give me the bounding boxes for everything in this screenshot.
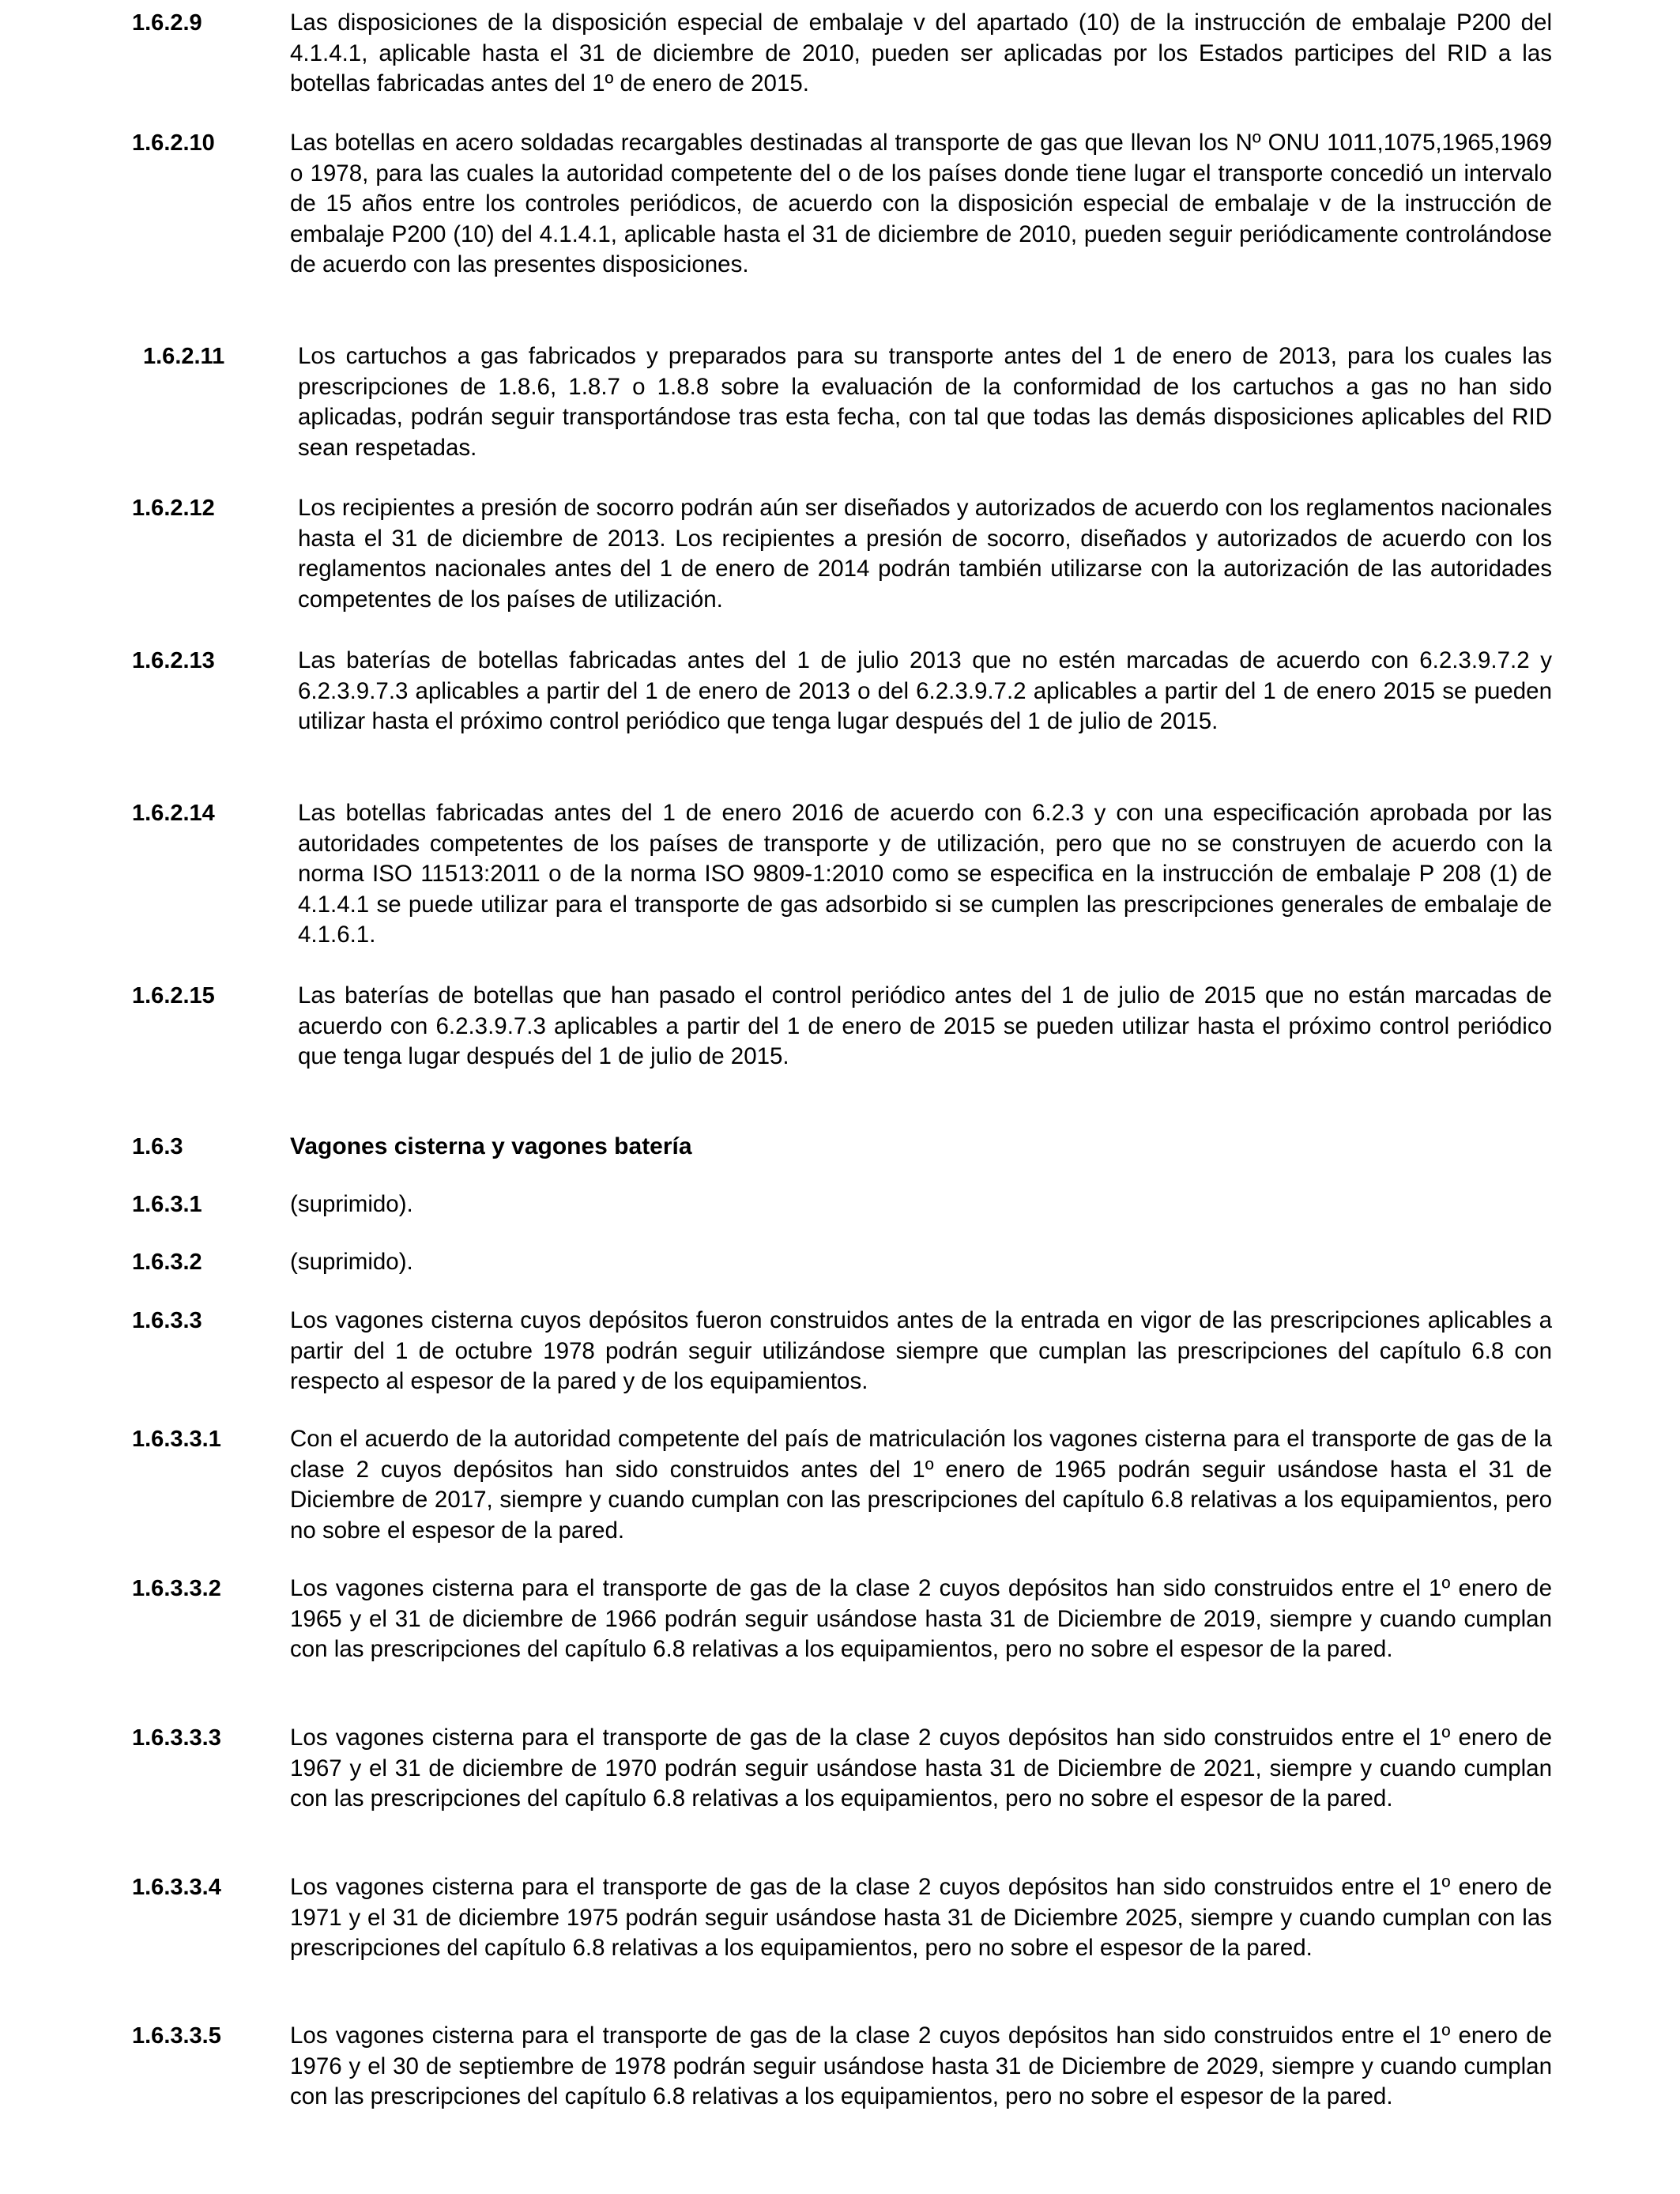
section-text: Los cartuchos a gas fabricados y preparados para su transporte antes del 1 de enero de 2013, para los cuales las prescripciones de 1.8.6, 1.8.7 o 1.8.8 sobre la evaluación de la conformidad de los cartuchos a gas no han sido aplicadas, podrán seguir transportándose tras esta fecha, con tal que todas las demás disposiciones aplicables del RID sean respetadas. [298,343,1552,461]
section-number: 1.6.3.2 [132,1250,202,1275]
section-number: 1.6.2.13 [132,648,215,673]
section-text: Los vagones cisterna para el transporte de gas de la clase 2 cuyos depósitos han sido construidos entre el 1º enero de 1967 y el 31 de diciembre de 1970 podrán seguir usándose hasta 31 de Diciembre de 2021, siempre y cuando cumplan con las prescripciones del capítulo 6.8 relativas a los equipamientos, pero no sobre el espesor de la pared. [290,1725,1552,1811]
section-text: (suprimido). [290,1191,413,1217]
section-number: 1.6.2.10 [132,130,215,156]
section-number: 1.6.3.3.5 [132,2023,221,2049]
section-text: Los vagones cisterna para el transporte de gas de la clase 2 cuyos depósitos han sido construidos entre el 1º enero de 1965 y el 31 de diciembre de 1966 podrán seguir usándose hasta 31 de Diciembre de 2019, siempre y cuando cumplan con las prescripciones del capítulo 6.8 relativas a los equipamientos, pero no sobre el espesor de la pared. [290,1575,1552,1662]
section-number: 1.6.3.3.1 [132,1427,221,1452]
section-text: Con el acuerdo de la autoridad competente del país de matriculación los vagones cisterna para el transporte de gas de la clase 2 cuyos depósitos han sido construidos antes del 1º enero de 1965 podrán seguir usándose hasta el 31 de Diciembre de 2017, siempre y cuando cumplan con las prescripciones del capítulo 6.8 relativas a los equipamientos, pero no sobre el espesor de la pared. [290,1426,1552,1544]
section-text: Los vagones cisterna para el transporte de gas de la clase 2 cuyos depósitos han sido construidos entre el 1º enero de 1971 y el 31 de diciembre 1975 podrán seguir usándose hasta 31 de Diciembre 2025, siempre y cuando cumplan con las prescripciones del capítulo 6.8 relativas a los equipamientos, pero no sobre el espesor de la pared. [290,1874,1552,1961]
section-text: (suprimido). [290,1249,413,1275]
section-text: Las baterías de botellas fabricadas antes del 1 de julio 2013 que no estén marcadas de acuerdo con 6.2.3.9.7.2 y 6.2.3.9.7.3 aplicables a partir del 1 de enero de 2013 o del 6.2.3.9.7.2 aplicables a partir del 1 de enero 2015 se pueden utilizar hasta el próximo control periódico que tenga lugar después del 1 de julio de 2015. [298,647,1552,734]
section-text: Los vagones cisterna cuyos depósitos fueron construidos antes de la entrada en vigor de las prescripciones aplicables a partir del 1 de octubre 1978 podrán seguir utilizándose siempre que cumplan las prescripciones del capítulo 6.8 con respecto al espesor de la pared y de los equipamientos. [290,1307,1552,1394]
section-number: 1.6.2.15 [132,983,215,1008]
section-text: Los recipientes a presión de socorro podrán aún ser diseñados y autorizados de acuerdo con los reglamentos nacionales hasta el 31 de diciembre de 2013. Los recipientes a presión de socorro, diseñados y autorizados de acuerdo con los reglamentos nacionales antes del 1 de enero de 2014 podrán también utilizarse con la autorización de las autoridades competentes de los países de utilización. [298,495,1552,613]
section-number: 1.6.3.1 [132,1192,202,1217]
section-text: Las baterías de botellas que han pasado el control periódico antes del 1 de julio de 2015 que no están marcadas de acuerdo con 6.2.3.9.7.3 aplicables a partir del 1 de enero de 2015 se pueden utilizar hasta el próximo control periódico que tenga lugar después del 1 de julio de 2015. [298,982,1552,1069]
section-heading-title: Vagones cisterna y vagones batería [290,1133,692,1159]
section-number: 1.6.2.11 [143,344,225,369]
section-text: Los vagones cisterna para el transporte de gas de la clase 2 cuyos depósitos han sido construidos entre el 1º enero de 1976 y el 30 de septiembre de 1978 podrán seguir usándose hasta 31 de Diciembre de 2029, siempre y cuando cumplan con las prescripciones del capítulo 6.8 relativas a los equipamientos, pero no sobre el espesor de la pared. [290,2022,1552,2109]
section-text: Las disposiciones de la disposición especial de embalaje v del apartado (10) de la instrucción de embalaje P200 del 4.1.4.1, aplicable hasta el 31 de diciembre de 2010, pueden ser aplicadas por los Estados participes del RID a las botellas fabricadas antes del 1º de enero de 2015. [290,9,1552,96]
section-heading-number: 1.6.3 [132,1134,183,1159]
section-text: Las botellas fabricadas antes del 1 de enero 2016 de acuerdo con 6.2.3 y con una especificación aprobada por las autoridades competentes de los países de transporte y de utilización, pero que no se construyen de acuerdo con la norma ISO 11513:2011 o de la norma ISO 9809-1:2010 como se especifica en la instrucción de embalaje P 208 (1) de 4.1.4.1 se puede utilizar para el transporte de gas adsorbido si se cumplen las prescripciones generales de embalaje de 4.1.6.1. [298,800,1552,948]
section-number: 1.6.3.3.2 [132,1576,221,1601]
section-number: 1.6.2.9 [132,10,202,36]
section-text: Las botellas en acero soldadas recargables destinadas al transporte de gas que llevan los Nº ONU 1011,1075,1965,1969 o 1978, para las cuales la autoridad competente del o de los países donde tiene lugar el transporte concedió un intervalo de 15 años entre los controles periódicos, de acuerdo con la disposición especial de embalaje v de la instrucción de embalaje P200 (10) del 4.1.4.1, aplicable hasta el 31 de diciembre de 2010, pueden seguir periódicamente controlándose de acuerdo con las presentes disposiciones. [290,130,1552,277]
section-number: 1.6.3.3 [132,1308,202,1333]
section-number: 1.6.2.12 [132,496,215,521]
section-number: 1.6.3.3.3 [132,1725,221,1751]
section-number: 1.6.2.14 [132,801,215,826]
section-number: 1.6.3.3.4 [132,1875,221,1900]
